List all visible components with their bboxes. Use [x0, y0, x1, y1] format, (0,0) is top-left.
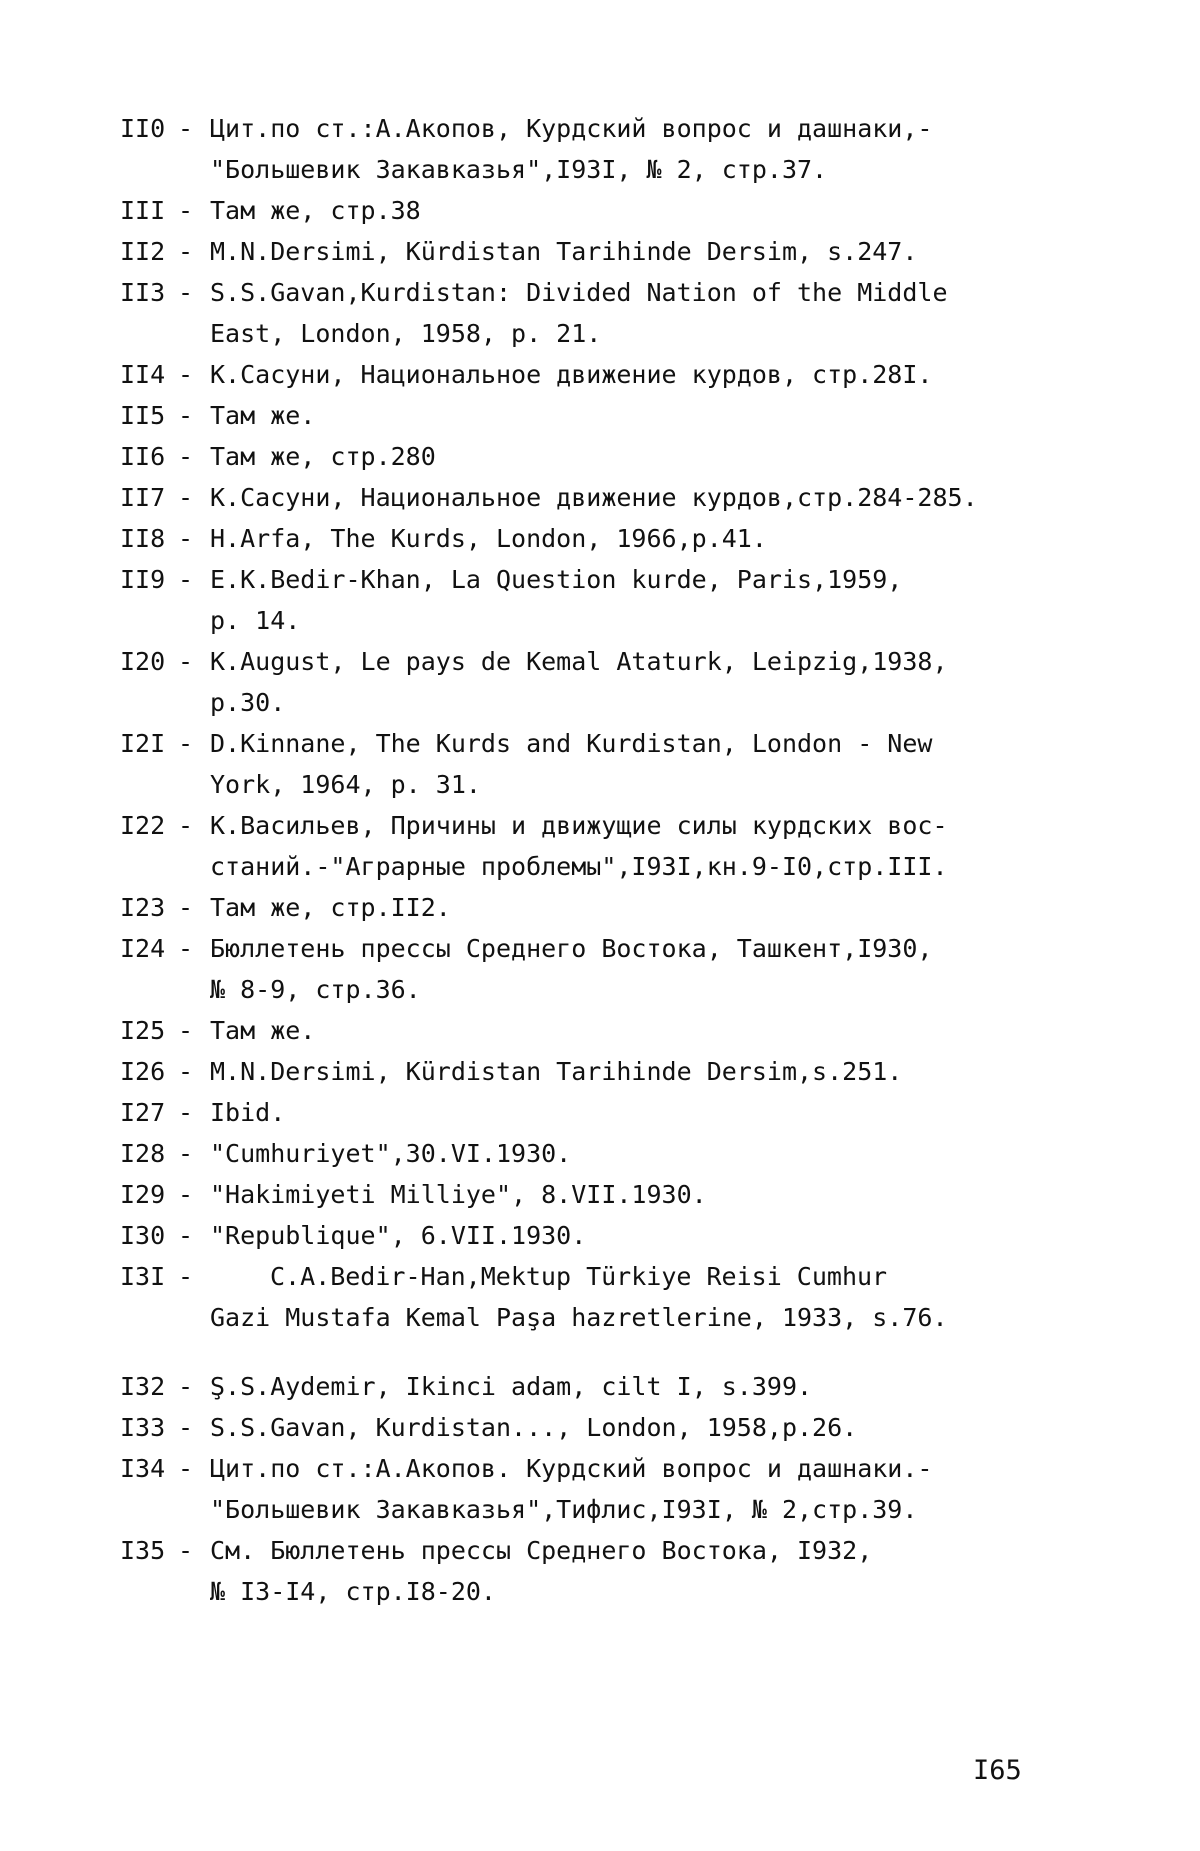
footnote-line: Ibid. — [210, 1098, 286, 1127]
footnote-line: См. Бюллетень прессы Среднего Востока, I932, — [210, 1536, 873, 1565]
footnote-item — [120, 559, 1120, 641]
footnote-list — [120, 108, 1120, 1612]
footnote-dash: - — [178, 934, 194, 963]
footnote-item — [120, 518, 1120, 559]
footnote-dash: - — [178, 1098, 194, 1127]
footnote-text — [210, 108, 1120, 190]
footnote-dash: - — [178, 565, 194, 594]
footnote-number: I25 — [120, 1016, 166, 1045]
footnote-dash: - — [178, 1536, 194, 1565]
footnote-item — [120, 1448, 1120, 1530]
footnote-line: M.N.Dersimi, Kürdistan Tarihinde Dersim,s.251. — [210, 1057, 903, 1086]
footnote-line: станий.-"Аграрные проблемы",I93I,кн.9-I0,стр.III. — [210, 852, 948, 881]
footnote-line: East, London, 1958, p. 21. — [210, 319, 602, 348]
footnote-number: I26 — [120, 1057, 166, 1086]
footnote-line: Там же. — [210, 1016, 316, 1045]
footnote-text — [210, 723, 1120, 805]
footnote-line: № I3-I4, стр.I8-20. — [210, 1577, 496, 1606]
footnote-number: I32 — [120, 1372, 166, 1401]
footnote-line: Там же, стр.280 — [210, 442, 436, 471]
footnote-line: Там же, стр.II2. — [210, 893, 451, 922]
footnote-dash: - — [178, 1454, 194, 1483]
footnote-dash: - — [178, 647, 194, 676]
footnote-line: M.N.Dersimi, Kürdistan Tarihinde Dersim, s.247. — [210, 237, 918, 266]
footnote-dash: - — [178, 811, 194, 840]
footnote-dash: - — [178, 1372, 194, 1401]
footnote-dash: - — [178, 360, 194, 389]
footnote-text — [210, 354, 1120, 395]
footnote-number: I27 — [120, 1098, 166, 1127]
footnote-item — [120, 1366, 1120, 1407]
footnote-text — [210, 1010, 1120, 1051]
footnote-item — [120, 1407, 1120, 1448]
footnote-text — [210, 190, 1120, 231]
footnote-text — [210, 477, 1120, 518]
footnote-item — [120, 354, 1120, 395]
footnote-line: Цит.по ст.:А.Акопов. Курдский вопрос и дашнаки.- — [210, 1454, 933, 1483]
footnote-number: I28 — [120, 1139, 166, 1168]
footnote-dash: - — [178, 237, 194, 266]
footnote-item — [120, 1174, 1120, 1215]
footnote-line: K.August, Le pays de Kemal Ataturk, Leipzig,1938, — [210, 647, 948, 676]
footnote-line: "Hakimiyeti Milliye", 8.VII.1930. — [210, 1180, 707, 1209]
footnote-dash: - — [178, 1413, 194, 1442]
footnote-number: I3I — [120, 1262, 166, 1291]
footnote-line: "Republique", 6.VII.1930. — [210, 1221, 587, 1250]
footnote-item — [120, 887, 1120, 928]
footnote-dash: - — [178, 442, 194, 471]
footnote-item — [120, 395, 1120, 436]
footnote-line: № 8-9, стр.36. — [210, 975, 421, 1004]
footnote-dash: - — [178, 278, 194, 307]
footnote-number: I34 — [120, 1454, 166, 1483]
footnote-dash: - — [178, 1180, 194, 1209]
footnote-item — [120, 108, 1120, 190]
footnote-number: II8 — [120, 524, 166, 553]
footnote-number: II2 — [120, 237, 166, 266]
footnote-text — [210, 1407, 1120, 1448]
footnote-number: II0 — [120, 114, 166, 143]
footnote-item — [120, 272, 1120, 354]
footnote-text — [210, 1256, 1120, 1338]
footnote-dash: - — [178, 114, 194, 143]
footnote-number: II4 — [120, 360, 166, 389]
footnote-line: p. 14. — [210, 606, 301, 635]
footnote-text — [210, 272, 1120, 354]
footnote-text — [210, 231, 1120, 272]
footnote-line: "Большевик Закавказья",I93I, № 2, стр.37. — [210, 155, 828, 184]
footnote-line: Там же. — [210, 401, 316, 430]
footnote-item — [120, 1215, 1120, 1256]
footnote-line: "Cumhuriyet",30.VI.1930. — [210, 1139, 572, 1168]
footnote-line: C.A.Bedir-Han,Mektup Türkiye Reisi Cumhur — [270, 1262, 888, 1291]
footnote-item — [120, 928, 1120, 1010]
footnote-dash: - — [178, 196, 194, 225]
footnote-text — [210, 1215, 1120, 1256]
footnote-number: I23 — [120, 893, 166, 922]
footnote-number: I33 — [120, 1413, 166, 1442]
footnote-dash: - — [178, 1139, 194, 1168]
footnote-text — [210, 887, 1120, 928]
footnote-item — [120, 1256, 1120, 1338]
footnote-number: I22 — [120, 811, 166, 840]
footnote-dash: - — [178, 483, 194, 512]
footnote-line: D.Kinnane, The Kurds and Kurdistan, London - New — [210, 729, 933, 758]
footnote-item — [120, 1530, 1120, 1612]
footnote-item — [120, 1051, 1120, 1092]
footnote-item — [120, 477, 1120, 518]
footnote-text — [210, 1448, 1120, 1530]
footnote-line: E.K.Bedir-Khan, La Question kurde, Paris,1959, — [210, 565, 903, 594]
footnote-dash: - — [178, 729, 194, 758]
footnote-text — [210, 1133, 1120, 1174]
footnote-line: "Большевик Закавказья",Тифлис,I93I, № 2,стр.39. — [210, 1495, 918, 1524]
footnote-number: I35 — [120, 1536, 166, 1565]
footnote-item — [120, 436, 1120, 477]
footnote-text — [210, 1092, 1120, 1133]
footnote-number: II5 — [120, 401, 166, 430]
footnote-text — [210, 395, 1120, 436]
footnote-text — [210, 1051, 1120, 1092]
footnote-line: Цит.по ст.:А.Акопов, Курдский вопрос и дашнаки,- — [210, 114, 933, 143]
footnote-item — [120, 1133, 1120, 1174]
footnote-number: I30 — [120, 1221, 166, 1250]
footnote-line: S.S.Gavan, Kurdistan..., London, 1958,p.26. — [210, 1413, 858, 1442]
footnote-number: II7 — [120, 483, 166, 512]
footnote-line: К.Сасуни, Национальное движение курдов, стр.28I. — [210, 360, 933, 389]
footnote-text — [210, 641, 1120, 723]
footnote-number: I24 — [120, 934, 166, 963]
footnote-line: К.Сасуни, Национальное движение курдов,стр.284-285. — [210, 483, 978, 512]
footnote-text — [210, 1530, 1120, 1612]
footnote-line: К.Васильев, Причины и движущие силы курдских вос- — [210, 811, 948, 840]
footnote-number: II3 — [120, 278, 166, 307]
footnote-number: I2I — [120, 729, 166, 758]
footnote-number: I29 — [120, 1180, 166, 1209]
footnote-line: Бюллетень прессы Среднего Востока, Ташкент,I930, — [210, 934, 933, 963]
footnote-dash: - — [178, 1262, 194, 1291]
footnote-text — [210, 559, 1120, 641]
footnote-text — [210, 928, 1120, 1010]
footnote-item — [120, 1010, 1120, 1051]
footnote-line: Ş.S.Aydemir, Ikinci adam, cilt I, s.399. — [210, 1372, 813, 1401]
footnote-dash: - — [178, 1016, 194, 1045]
footnote-text — [210, 518, 1120, 559]
footnote-number: II6 — [120, 442, 166, 471]
footnote-line: S.S.Gavan,Kurdistan: Divided Nation of the Middle — [210, 278, 948, 307]
footnote-text — [210, 1174, 1120, 1215]
footnote-dash: - — [178, 1057, 194, 1086]
footnote-item — [120, 190, 1120, 231]
footnote-dash: - — [178, 401, 194, 430]
footnote-number: I20 — [120, 647, 166, 676]
footnote-line: Там же, стр.38 — [210, 196, 421, 225]
footnote-line: p.30. — [210, 688, 286, 717]
footnote-item — [120, 805, 1120, 887]
footnote-line: York, 1964, p. 31. — [210, 770, 481, 799]
footnote-item — [120, 231, 1120, 272]
footnote-line: Gazi Mustafa Kemal Paşa hazretlerine, 1933, s.76. — [210, 1303, 948, 1332]
footnote-dash: - — [178, 1221, 194, 1250]
footnote-number: III — [120, 196, 166, 225]
footnote-number: II9 — [120, 565, 166, 594]
footnote-item — [120, 723, 1120, 805]
footnote-item — [120, 641, 1120, 723]
footnote-text — [210, 436, 1120, 477]
footnote-text — [210, 1366, 1120, 1407]
footnote-dash: - — [178, 524, 194, 553]
footnote-text — [210, 805, 1120, 887]
footnote-dash: - — [178, 893, 194, 922]
footnote-line: H.Arfa, The Kurds, London, 1966,p.41. — [210, 524, 767, 553]
footnote-item — [120, 1092, 1120, 1133]
page-number: I65 — [973, 1755, 1022, 1786]
